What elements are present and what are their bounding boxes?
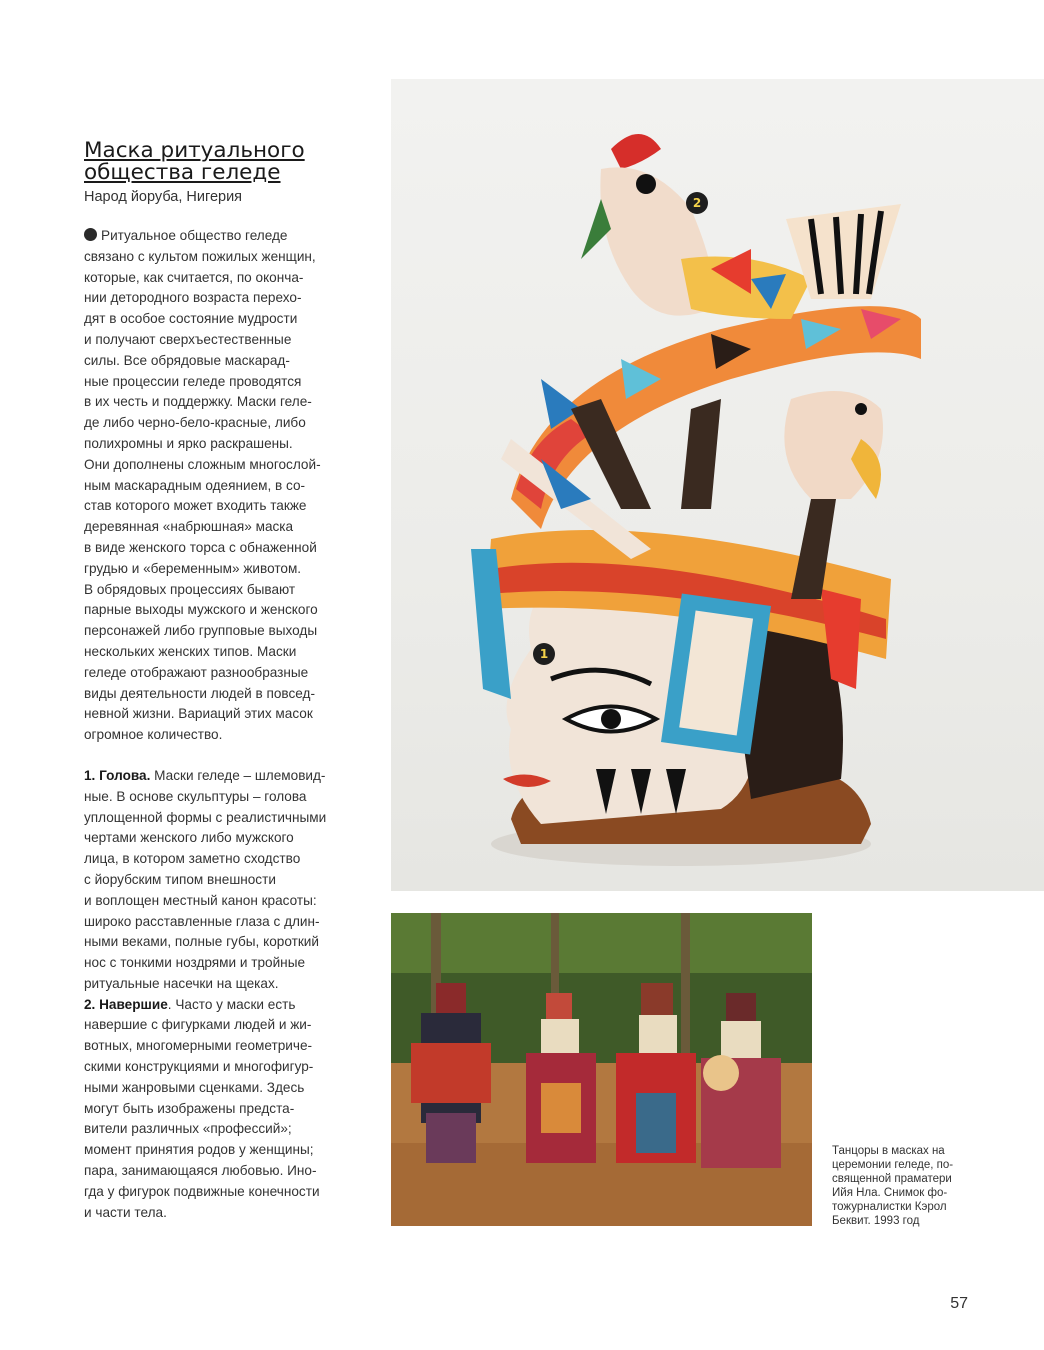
mask-illustration <box>391 79 1044 891</box>
marker-top: 2 <box>686 192 708 214</box>
article-title <box>84 140 356 184</box>
text-column <box>84 140 356 1223</box>
mask-photo <box>391 79 1044 891</box>
point-top-paragraph: 2. Навершие. Часто у маски есть навершие с фигурками людей и жи- вотных, многомерными геометриче- скими конструкциями и многофигур- ными жанровыми сценками. Здесь могут быть изображены предста- вители различных «профессий»; момент принятия родов у женщины; пара, занимающаяся любовью. Ино- гда у фигурок подвижные конечности и части тела. <box>84 996 320 1220</box>
title-line: Маска ритуального <box>84 138 305 163</box>
point-top-label: 2. Навершие <box>84 996 168 1012</box>
dancers-illustration <box>391 913 812 1226</box>
point-head-label: 1. Голова. <box>84 767 151 783</box>
dancers-photo <box>391 913 812 1226</box>
intro-paragraph: Ритуальное общество геледе связано с культом пожилых женщин, которые, как считается, по оконча- нии детородного возраста перехо- дят в особое состояние мудрости и получают сверхъестественные силы. Все обрядовые маскарад- ные процессии геледе проводятся в их честь и поддержку. Маски геле- де либо черно-бело-красные, либо полихромны и ярко раскрашены. Они дополнены сложным многослой- ным маскарадным одеянием, в со- став которого может входить также деревянная «набрюшная» маска в виде женского торса с обнаженной грудью и «беременным» животом. В обрядовых процессиях бывают парные выходы мужского и женского персонажей либо групповые выходы нескольких женских типов. Маски геледе отображают разнообразные виды деятельности людей в повсед- невной жизни. Вариаций этих масок огромное количество. <box>84 228 321 743</box>
point-head-paragraph: 1. Голова. Маски геледе – шлемовид- ные. В основе скульптуры – голова уплощенной формы с реалистичными чертами женского либо мужского лица, в котором заметно сходство с йорубским типом внешности и воплощен местный канон красоты: широко расставленные глаза с длин- ными веками, полные губы, короткий нос с тонкими ноздрями и тройные ритуальные насечки на щеках. <box>84 767 327 991</box>
photo-caption: Танцоры в масках на церемонии геледе, по- священной праматери Ийя Нла. Снимок фо- тожурналистки Кэрол Беквит. 1993 год <box>832 1145 954 1227</box>
title-line: общества геледе <box>84 160 281 185</box>
page-number: 57 <box>950 1295 968 1312</box>
marker-head: 1 <box>533 643 555 665</box>
bullet-icon <box>84 228 97 241</box>
article-subtitle: Народ йоруба, Нигерия <box>84 189 243 205</box>
